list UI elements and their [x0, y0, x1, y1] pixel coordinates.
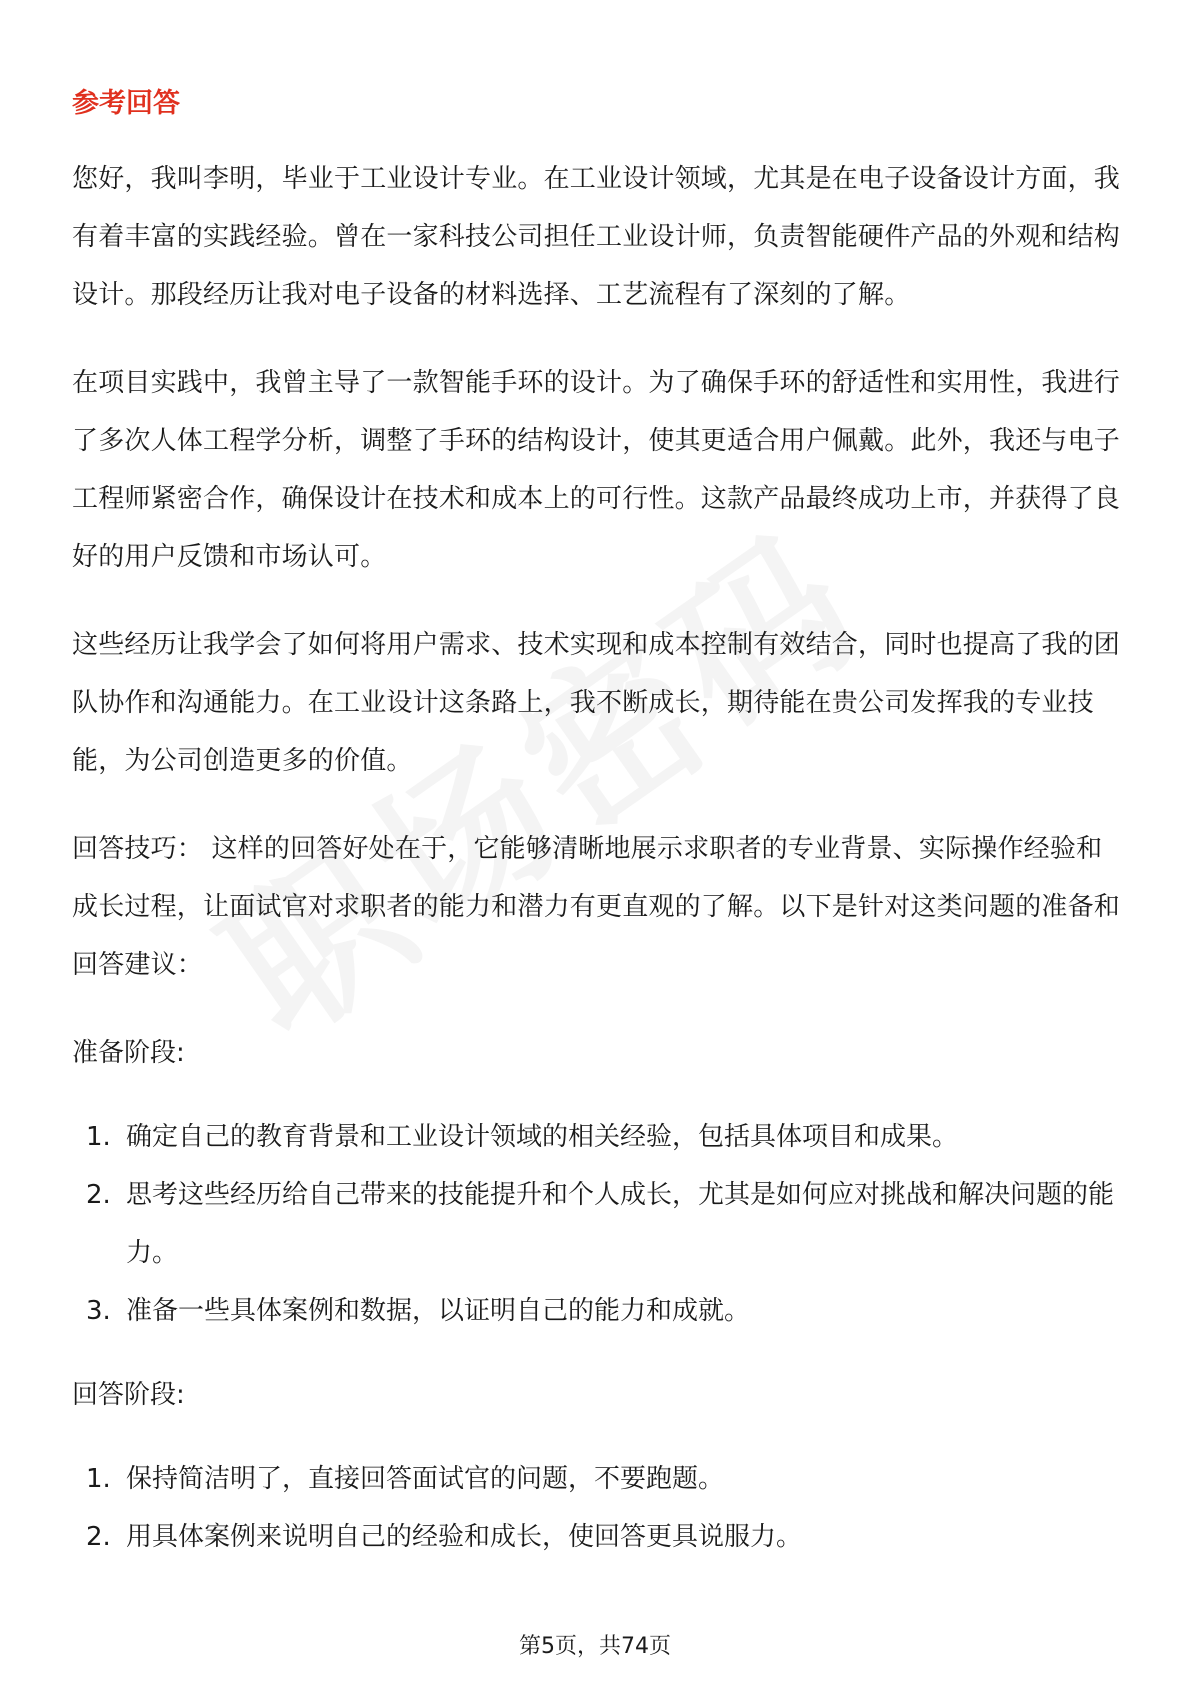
- answer-stage-label: 回答阶段:: [72, 1380, 185, 1410]
- prep-stage-list: [72, 1108, 1122, 1340]
- summary-paragraph: 这些经历让我学会了如何将用户需求、技术实现和成本控制有效结合，同时也提高了我的团队协作和沟通能力。在工业设计这条路上，我不断成长，期待能在贵公司发挥我的专业技能，为公司创造更多的价值。: [72, 630, 1121, 776]
- prep-stage-label: 准备阶段:: [72, 1038, 185, 1068]
- list-item: [72, 1166, 1122, 1282]
- list-item: [72, 1108, 1122, 1166]
- intro-paragraph: 您好，我叫李明，毕业于工业设计专业。在工业设计领域，尤其是在电子设备设计方面，我有着丰富的实践经验。曾在一家科技公司担任工业设计师，负责智能硬件产品的外观和结构设计。那段经历让我对电子设备的材料选择、工艺流程有了深刻的了解。: [72, 164, 1121, 310]
- project-paragraph: 在项目实践中，我曾主导了一款智能手环的设计。为了确保手环的舒适性和实用性，我进行了多次人体工程学分析，调整了手环的结构设计，使其更适合用户佩戴。此外，我还与电子工程师紧密合作，确保设计在技术和成本上的可行性。这款产品最终成功上市，并获得了良好的用户反馈和市场认可。: [72, 368, 1121, 572]
- list-item-text: 思考这些经历给自己带来的技能提升和个人成长，尤其是如何应对挑战和解决问题的能力。: [126, 1180, 1115, 1268]
- list-number: 2.: [86, 1522, 111, 1552]
- list-item: [72, 1450, 1122, 1508]
- list-item: [72, 1282, 1122, 1340]
- list-number: 2.: [86, 1180, 111, 1210]
- list-number: 1.: [86, 1464, 111, 1494]
- tips-paragraph: 回答技巧： 这样的回答好处在于，它能够清晰地展示求职者的专业背景、实际操作经验和成长过程，让面试官对求职者的能力和潜力有更直观的了解。以下是针对这类问题的准备和回答建议：: [72, 834, 1121, 980]
- list-item-text: 保持简洁明了，直接回答面试官的问题，不要跑题。: [126, 1464, 725, 1494]
- list-number: 1.: [86, 1122, 111, 1152]
- list-item-text: 准备一些具体案例和数据，以证明自己的能力和成就。: [126, 1296, 751, 1326]
- list-number: 3.: [86, 1296, 111, 1326]
- section-title: 参考回答: [72, 88, 180, 119]
- list-item-text: 用具体案例来说明自己的经验和成长，使回答更具说服力。: [126, 1522, 803, 1552]
- answer-stage-list: [72, 1450, 1122, 1566]
- list-item: [72, 1508, 1122, 1566]
- list-item-text: 确定自己的教育背景和工业设计领域的相关经验，包括具体项目和成果。: [126, 1122, 959, 1152]
- page-footer: 第5页，共74页: [519, 1634, 671, 1659]
- main-content: [72, 84, 1122, 1592]
